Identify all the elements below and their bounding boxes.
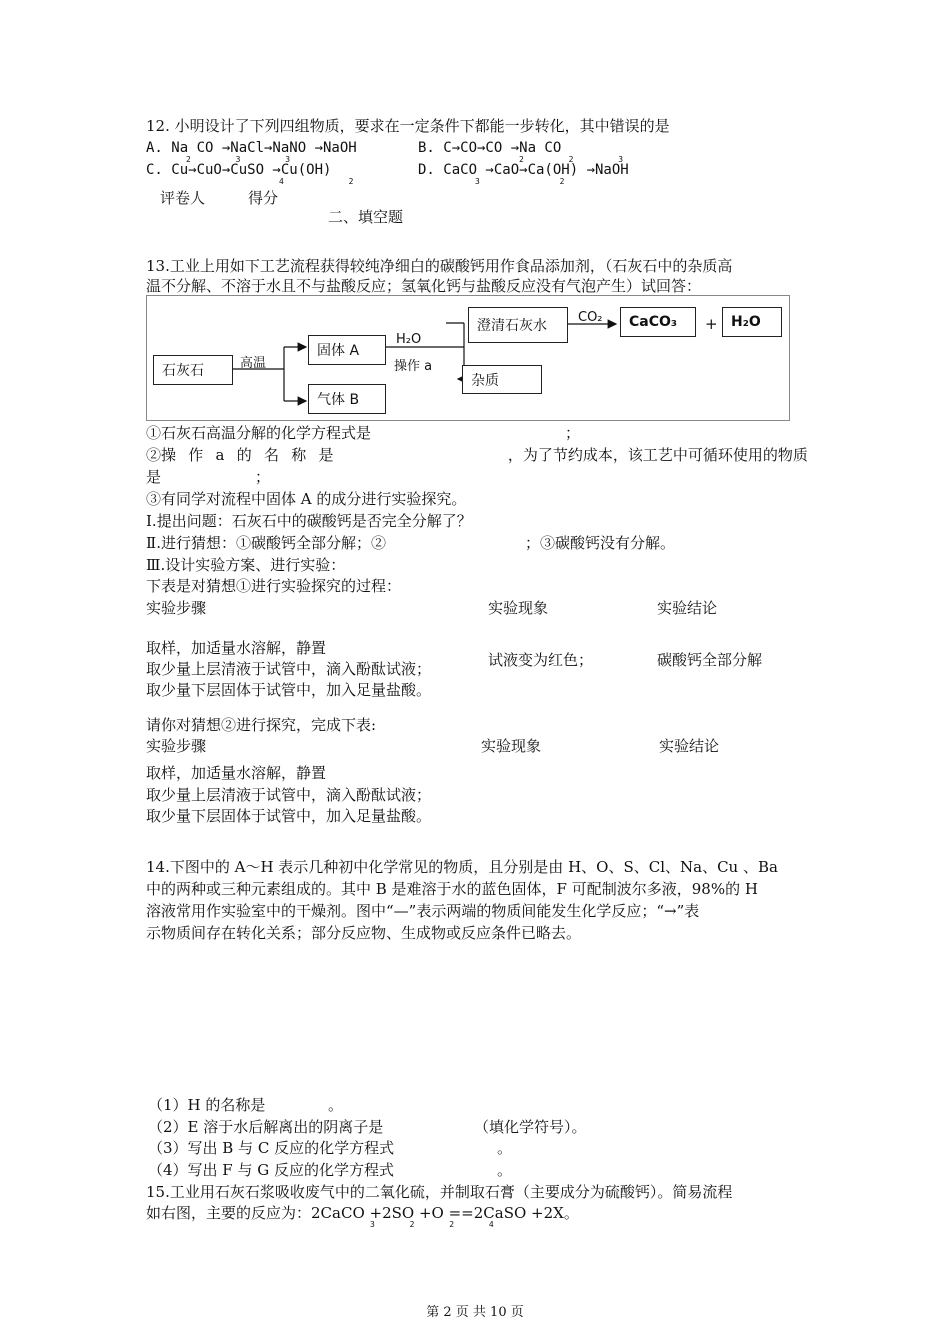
q14-sub3-end: 。 bbox=[497, 1139, 513, 1157]
q2-part-2: a bbox=[215, 446, 225, 464]
q14-sub4-end: 。 bbox=[497, 1161, 513, 1179]
q13-q2-end: ； bbox=[255, 468, 271, 486]
q13-stem-line2: 温不分解、不溶于水且不与盐酸反应；氢氧化钙与盐酸反应没有气泡产生）试回答： bbox=[146, 277, 702, 295]
caco3-box: CaCO₃ bbox=[620, 307, 696, 337]
table2-intro: 请你对猜想②进行探究，完成下表: bbox=[146, 716, 377, 734]
q13-stem-line1: 13.工业上用如下工艺流程获得较纯净细白的碳酸钙用作食品添加剂，（石灰石中的杂质高 bbox=[146, 257, 733, 275]
q14-line3: 溶液常用作实验室中的干燥剂。图中“—”表示两端的物质间能发生化学反应；“→”表 bbox=[146, 902, 700, 920]
water-label: H₂O bbox=[396, 332, 422, 347]
table2-step-2: 取少量上层清液于试管中，滴入酚酞试液； bbox=[146, 786, 432, 804]
q12-option-c-subs: 4 2 bbox=[279, 177, 354, 186]
table2-step-1: 取样，加适量水溶解，静置 bbox=[146, 764, 327, 782]
table2-header-conclusion: 实验结论 bbox=[659, 737, 720, 755]
q2-part-7: ，为了节约成本，该工艺中可循环使用的物质 bbox=[507, 446, 808, 464]
q13-q2-line2: 是 bbox=[146, 468, 162, 486]
q13-step2: Ⅱ.进行猜想：①碳酸钙全部分解；② bbox=[146, 534, 386, 552]
table1-header-steps: 实验步骤 bbox=[146, 599, 207, 617]
table2-header-steps: 实验步骤 bbox=[146, 737, 207, 755]
plus-sign: + bbox=[705, 315, 718, 333]
q12-option-c: C. Cu→CuO→CuSO →Cu(OH) bbox=[146, 162, 332, 178]
q14-sub1: （1）H 的名称是 bbox=[148, 1096, 266, 1114]
table1-step-1: 取样，加适量水溶解，静置 bbox=[146, 639, 327, 657]
reviewer-label: 评卷人 bbox=[160, 189, 206, 207]
score-label: 得分 bbox=[248, 189, 279, 207]
q13-q1: ①石灰石高温分解的化学方程式是 bbox=[146, 424, 372, 442]
q12-option-a-subs: 2 3 3 bbox=[186, 155, 291, 164]
q13-step3: Ⅲ.设计实验方案、进行实验： bbox=[146, 556, 346, 574]
operation-a-label: 操作 a bbox=[394, 359, 433, 374]
table1-header-phenomenon: 实验现象 bbox=[488, 599, 549, 617]
table1-step-3: 取少量下层固体于试管中，加入足量盐酸。 bbox=[146, 681, 432, 699]
q13-step1: Ⅰ.提出问题：石灰石中的碳酸钙是否完全分解了？ bbox=[146, 512, 472, 530]
q14-sub3: （3）写出 B 与 C 反应的化学方程式 bbox=[148, 1139, 395, 1157]
q13-q2-line1 bbox=[146, 445, 808, 465]
q2-part-5: 称 bbox=[291, 446, 307, 464]
section-title: 二、填空题 bbox=[328, 208, 404, 226]
q12-option-d: D. CaCO →CaO→Ca(OH) →NaOH bbox=[418, 162, 629, 178]
q13-step2-end: ；③碳酸钙没有分解。 bbox=[525, 534, 676, 552]
q12-stem: 12. 小明设计了下列四组物质，要求在一定条件下都能一步转化，其中错误的是 bbox=[146, 117, 670, 135]
q12-option-d-subs: 3 2 bbox=[475, 177, 565, 186]
impurity-box: 杂质 bbox=[462, 365, 542, 394]
q2-part-0: ②操 bbox=[146, 446, 177, 464]
q14-sub2-end: （填化学符号）。 bbox=[474, 1118, 587, 1136]
q13-q1-end: ； bbox=[565, 424, 581, 442]
q2-part-3: 的 bbox=[236, 446, 252, 464]
high-temp-label: 高温 bbox=[240, 356, 267, 371]
limestone-box: 石灰石 bbox=[153, 355, 233, 385]
table2-header-phenomenon: 实验现象 bbox=[481, 737, 542, 755]
q2-part-6: 是 bbox=[318, 446, 334, 464]
table1-header-conclusion: 实验结论 bbox=[657, 599, 718, 617]
q2-part-1: 作 bbox=[188, 446, 204, 464]
co2-label: CO₂ bbox=[578, 310, 603, 325]
q14-sub2: （2）E 溶于水后解离出的阴离子是 bbox=[148, 1118, 384, 1136]
q2-blank bbox=[346, 445, 496, 465]
q12-option-b-subs: 2 2 3 bbox=[519, 155, 624, 164]
q15-line2: 如右图，主要的反应为：2CaCO +2SO +O ==2CaSO +2X。 bbox=[146, 1204, 579, 1222]
table1-step-2: 取少量上层清液于试管中，滴入酚酞试液； bbox=[146, 660, 432, 678]
page-footer: 第 2 页 共 10 页 bbox=[426, 1305, 524, 1320]
q14-line2: 中的两种或三种元素组成的。其中 B 是难溶于水的蓝色固体，F 可配制波尔多液，98%的 H bbox=[146, 880, 758, 898]
q15-line1: 15.工业用石灰石浆吸收废气中的二氧化硫，并制取石膏（主要成分为硫酸钙）。简易流程 bbox=[146, 1183, 733, 1201]
q2-part-4: 名 bbox=[263, 446, 279, 464]
q12-option-a: A. Na CO →NaCl→NaNO →NaOH bbox=[146, 140, 357, 156]
q15-line2-subs: 3 2 2 4 bbox=[370, 1220, 494, 1229]
h2o-product-box: H₂O bbox=[722, 307, 782, 337]
q12-option-b: B. C→CO→CO →Na CO bbox=[418, 140, 562, 156]
q14-sub4: （4）写出 F 与 G 反应的化学方程式 bbox=[148, 1161, 395, 1179]
q13-table-intro: 下表是对猜想①进行实验探究的过程： bbox=[146, 577, 402, 595]
solid-a-box: 固体 A bbox=[308, 335, 386, 365]
q14-sub1-end: 。 bbox=[328, 1096, 344, 1114]
table1-phenomenon: 试液变为红色； bbox=[488, 651, 594, 669]
table2-step-3: 取少量下层固体于试管中，加入足量盐酸。 bbox=[146, 807, 432, 825]
limewater-box: 澄清石灰水 bbox=[468, 307, 568, 343]
gas-b-box: 气体 B bbox=[308, 384, 386, 414]
q13-q3: ③有同学对流程中固体 A 的成分进行实验探究。 bbox=[146, 490, 467, 508]
q14-line1: 14.下图中的 A～H 表示几种初中化学常见的物质，且分别是由 H、O、S、Cl、Na、Cu 、Ba bbox=[146, 858, 778, 876]
table1-conclusion: 碳酸钙全部分解 bbox=[657, 651, 763, 669]
q14-line4: 示物质间存在转化关系；部分反应物、生成物或反应条件已略去。 bbox=[146, 924, 582, 942]
